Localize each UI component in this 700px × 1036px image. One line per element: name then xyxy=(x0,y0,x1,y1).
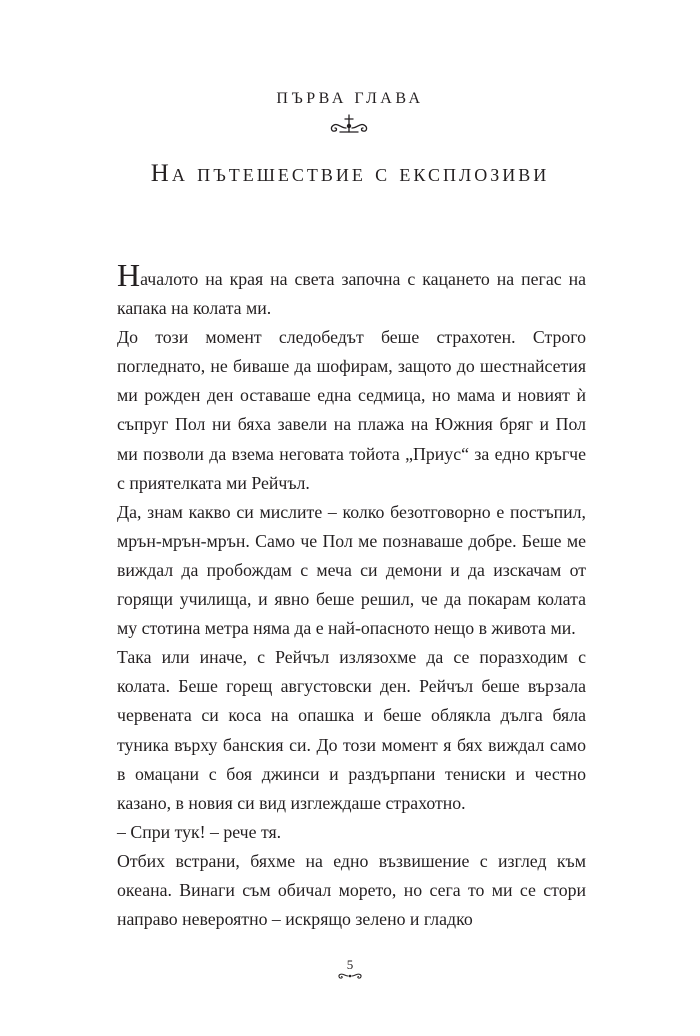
fleuron-ornament-icon xyxy=(326,113,372,135)
paragraph-4: Така или иначе, с Рейчъл излязохме да се поразходим с колата. Беше горещ августовски ден. Рейчъл беше вързала червената си коса на опашка и беше облякла дълга бяла туника върху банския си. До този момент я бях виждал само в омацани с боя джинси и раздърпани тениски и честно казано, в новия си вид изглеждаше страхотно. xyxy=(117,647,586,813)
small-fleuron-ornament-icon xyxy=(337,971,363,981)
chapter-title: На пътешествие с експлозиви xyxy=(150,160,550,187)
paragraph-5: – Спри тук! – рече тя. xyxy=(117,821,282,842)
page-number: 5 xyxy=(346,957,354,972)
drop-cap-letter: Н xyxy=(117,257,141,293)
chapter-label: ПЪРВА ГЛАВА xyxy=(276,90,424,107)
paragraph-3: Да, знам какво си мислите – колко безотговорно е постъпил, мрън-мрън-мрън. Само че Пол ме познаваше добре. Беше ме виждал да пробождам с меча си демони и да изскачам от горящи училища, и явно беше решил, че да покарам колата му стотина метра няма да е най-опасното нещо в живота ми. xyxy=(117,501,586,639)
paragraph-2: До този момент следобедът беше страхотен. Строго погледнато, не биваше да шофирам, защото до шестнайсетия ми рожден ден оставаше една седмица, но мама и новият ѝ съпруг Пол ни бяха завели на плажа на Южния бряг и Пол ми позволи да взема неговата тойота „Приус“ за едно кръгче с приятелката ми Рейчъл. xyxy=(117,327,586,493)
chapter-body-text xyxy=(117,257,586,934)
paragraph-1 xyxy=(117,257,586,323)
paragraph-1-text: ачалото на края на света започна с кацането на пегас на капака на колата ми. xyxy=(117,269,586,319)
paragraph-6: Отбих встрани, бяхме на едно възвишение с изглед към океана. Винаги съм обичал морето, но сега то ми се стори направо невероятно – искрящо зелено и гладко xyxy=(117,850,586,930)
